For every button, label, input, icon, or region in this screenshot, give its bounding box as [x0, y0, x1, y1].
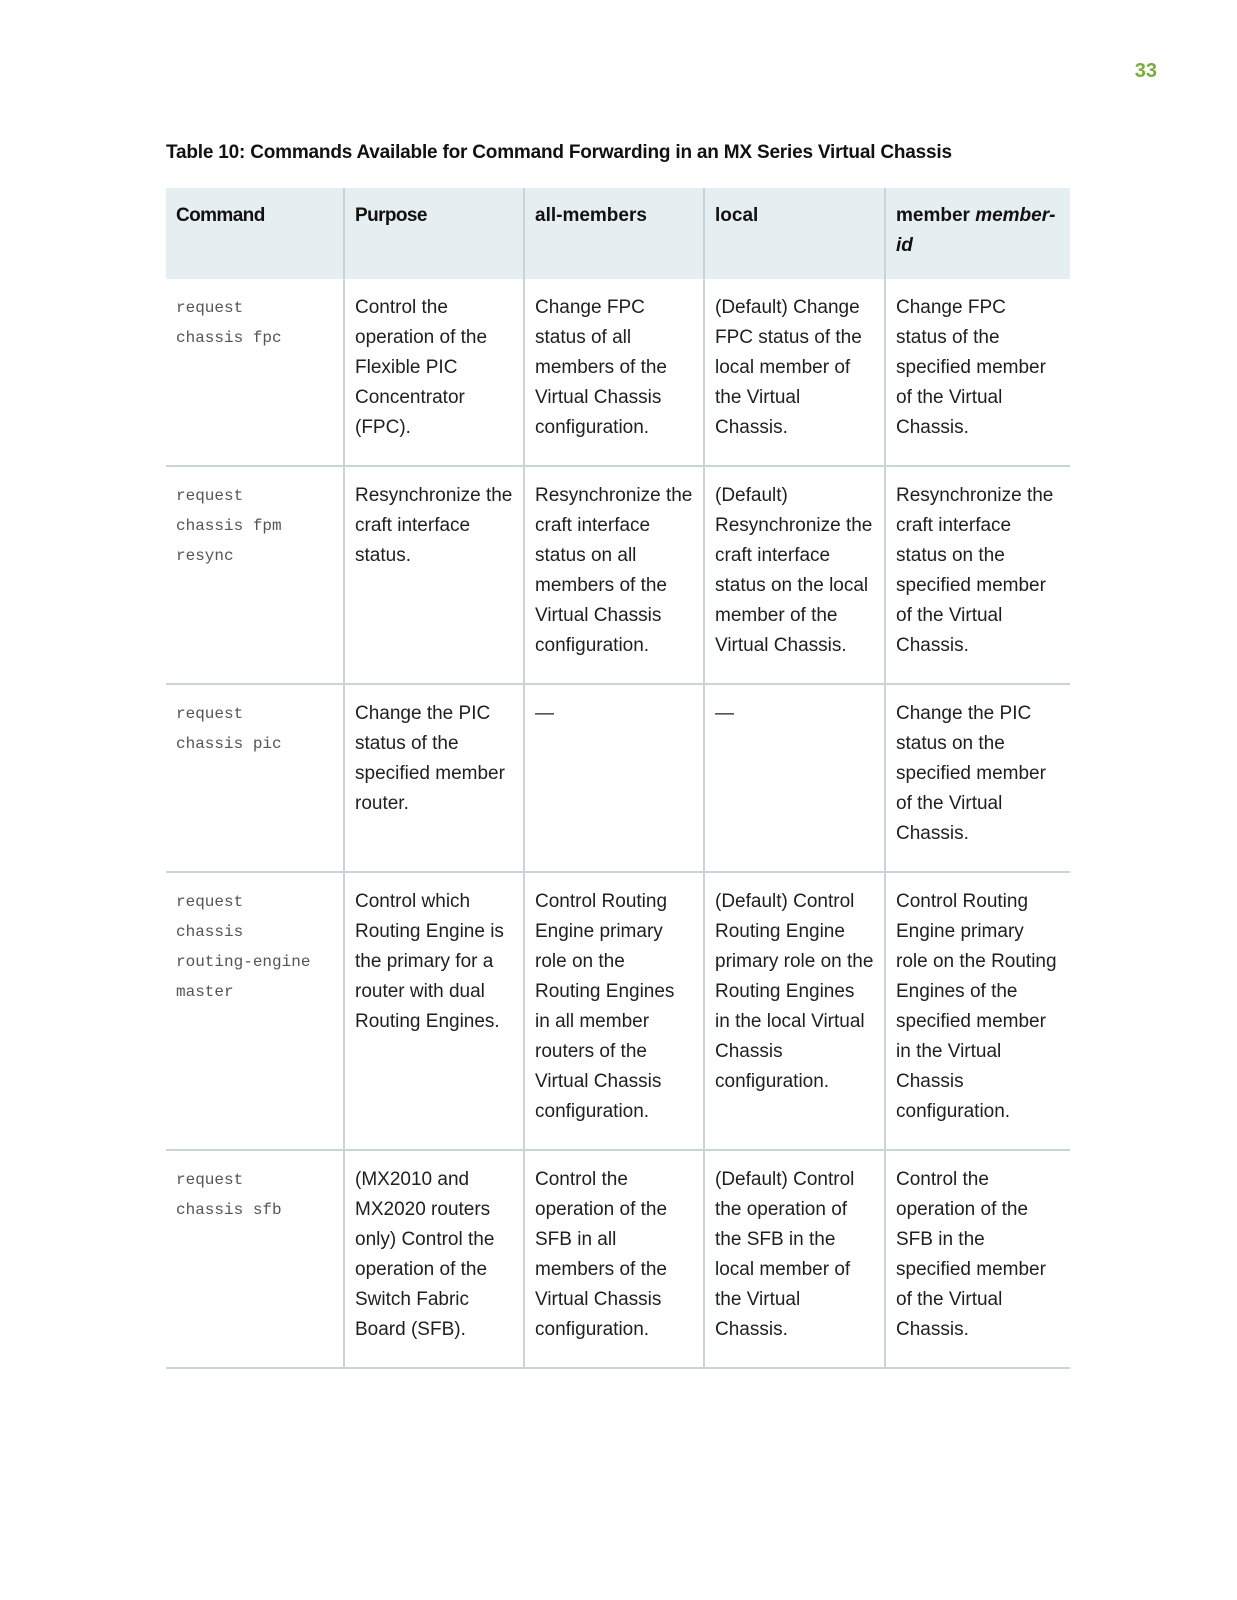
purpose-cell: Control the operation of the Flexible PIC Concentrator (FPC).	[344, 279, 524, 466]
member-cell: Change FPC status of the specified member of the Virtual Chassis.	[885, 279, 1070, 466]
commands-table	[166, 188, 1070, 1369]
command-cell: request chassis pic	[166, 684, 344, 872]
header-local: local	[704, 188, 885, 279]
table-row	[166, 1150, 1070, 1368]
table-row	[166, 279, 1070, 466]
local-cell: (Default) Change FPC status of the local member of the Virtual Chassis.	[704, 279, 885, 466]
local-cell: (Default) Resynchronize the craft interface status on the local member of the Virtual Chassis.	[704, 466, 885, 684]
table-header-row	[166, 188, 1070, 279]
member-cell: Resynchronize the craft interface status on the specified member of the Virtual Chassis.	[885, 466, 1070, 684]
member-cell: Change the PIC status on the specified member of the Virtual Chassis.	[885, 684, 1070, 872]
header-purpose: Purpose	[344, 188, 524, 279]
command-cell: request chassis fpm resync	[166, 466, 344, 684]
all-members-cell: Change FPC status of all members of the Virtual Chassis configuration.	[524, 279, 704, 466]
purpose-cell: Control which Routing Engine is the primary for a router with dual Routing Engines.	[344, 872, 524, 1150]
header-member: member member-id	[885, 188, 1070, 279]
table-row	[166, 466, 1070, 684]
table-caption: Table 10: Commands Available for Command Forwarding in an MX Series Virtual Chassis	[166, 142, 952, 163]
table-row	[166, 684, 1070, 872]
member-cell: Control Routing Engine primary role on the Routing Engines of the specified member in the Virtual Chassis configuration.	[885, 872, 1070, 1150]
member-cell: Control the operation of the SFB in the specified member of the Virtual Chassis.	[885, 1150, 1070, 1368]
command-cell: request chassis routing-engine master	[166, 872, 344, 1150]
table-row	[166, 872, 1070, 1150]
local-cell: (Default) Control the operation of the SFB in the local member of the Virtual Chassis.	[704, 1150, 885, 1368]
all-members-cell: Resynchronize the craft interface status on all members of the Virtual Chassis configuration.	[524, 466, 704, 684]
command-cell: request chassis fpc	[166, 279, 344, 466]
all-members-cell: Control the operation of the SFB in all members of the Virtual Chassis configuration.	[524, 1150, 704, 1368]
local-cell: (Default) Control Routing Engine primary role on the Routing Engines in the local Virtual Chassis configuration.	[704, 872, 885, 1150]
local-cell: —	[704, 684, 885, 872]
header-command: Command	[166, 188, 344, 279]
purpose-cell: (MX2010 and MX2020 routers only) Control the operation of the Switch Fabric Board (SFB).	[344, 1150, 524, 1368]
page-number: 33	[1134, 60, 1157, 82]
command-cell: request chassis sfb	[166, 1150, 344, 1368]
header-all-members: all-members	[524, 188, 704, 279]
all-members-cell: Control Routing Engine primary role on the Routing Engines in all member routers of the Virtual Chassis configuration.	[524, 872, 704, 1150]
purpose-cell: Resynchronize the craft interface status.	[344, 466, 524, 684]
all-members-cell: —	[524, 684, 704, 872]
purpose-cell: Change the PIC status of the specified member router.	[344, 684, 524, 872]
header-member-id: member-id	[896, 205, 1056, 256]
